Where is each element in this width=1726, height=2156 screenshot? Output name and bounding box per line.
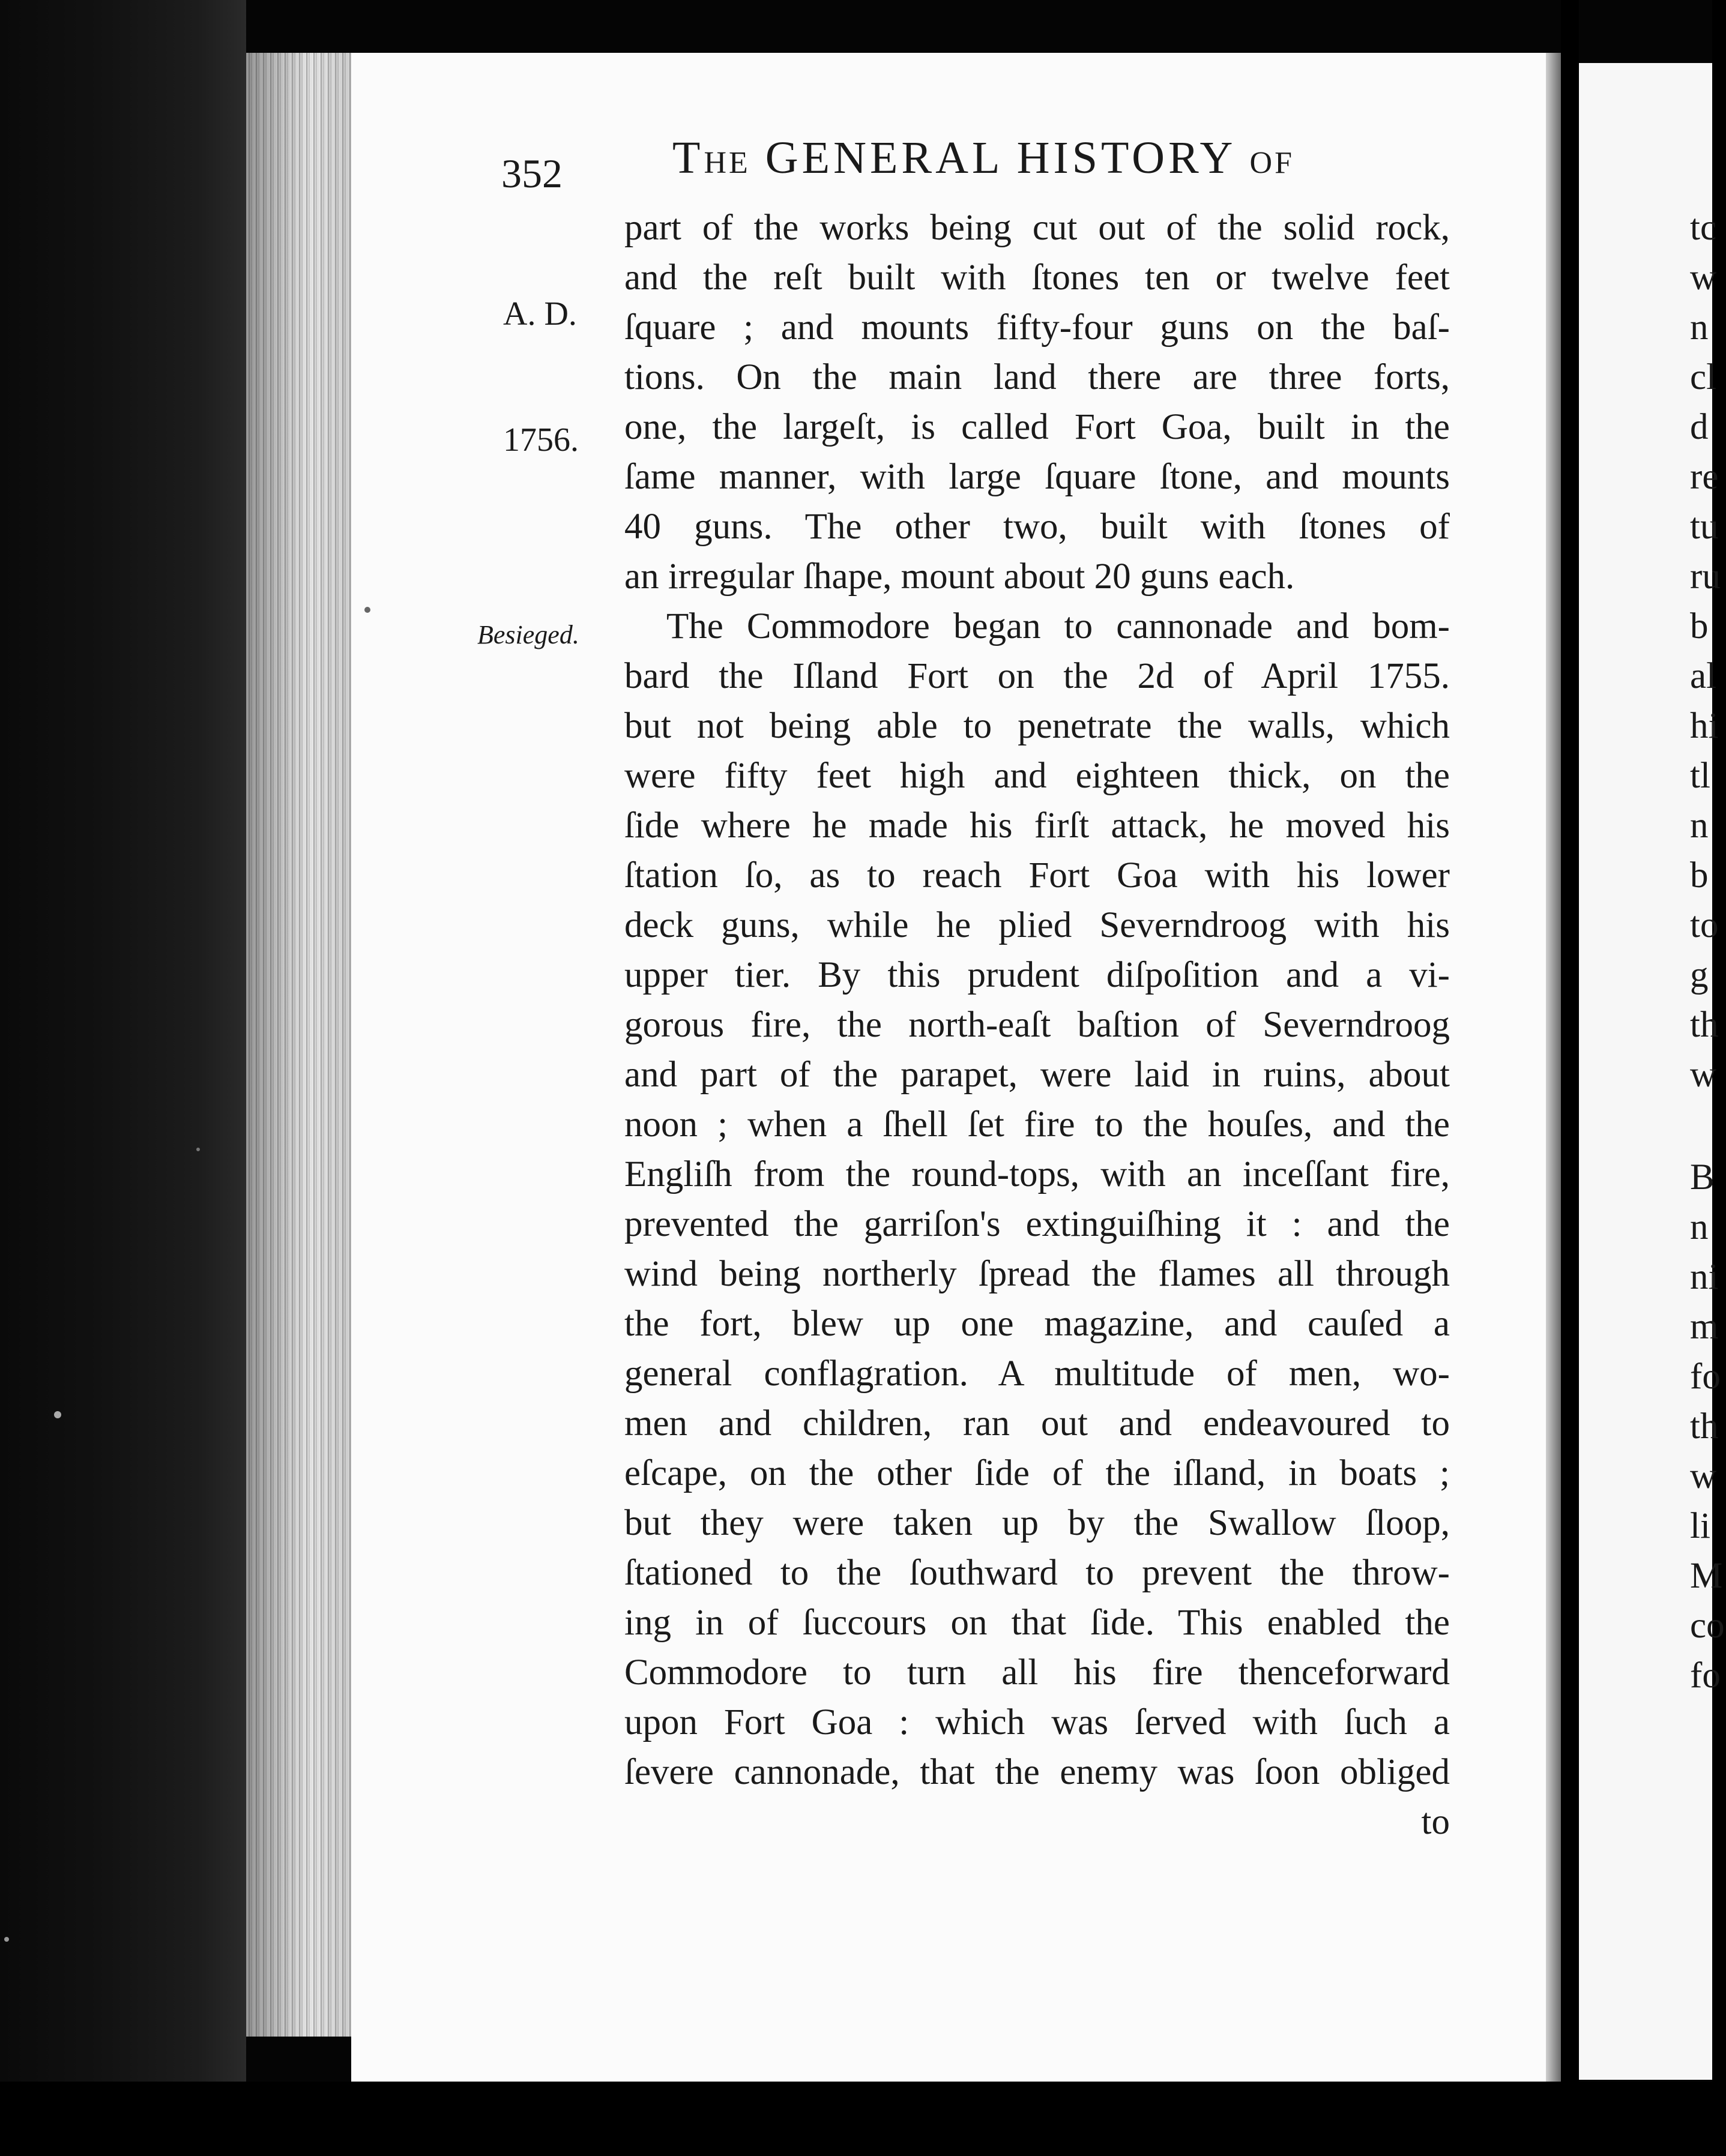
facing-fragment: B: [1690, 1157, 1715, 1197]
body-line: ſame manner, with large ſquare ſtone, and mounts: [624, 457, 1450, 497]
facing-fragment: fo: [1690, 1655, 1721, 1696]
body-line: ſide where he made his firſt attack, he moved his: [624, 805, 1450, 846]
body-line: ing in of ſuccours on that ſide. This enabled the: [624, 1603, 1450, 1643]
facing-fragment: co: [1690, 1606, 1725, 1646]
title-prefix-smallcaps: HE: [704, 146, 750, 180]
facing-fragment: w: [1690, 257, 1717, 298]
title-prefix: T: [672, 133, 704, 183]
body-line: Engliſh from the round-tops, with an inceſſant fire,: [624, 1154, 1450, 1194]
running-title: [672, 135, 1294, 181]
facing-fragment: n: [1690, 805, 1709, 846]
facing-fragment: ru: [1690, 556, 1721, 597]
body-line: one, the largeſt, is called Fort Goa, built in the: [624, 407, 1450, 447]
facing-fragment: w: [1690, 1055, 1717, 1095]
title-suffix-smallcaps: OF: [1249, 146, 1295, 180]
facing-fragment: d: [1690, 407, 1709, 447]
body-line: were fifty feet high and eighteen thick, on the: [624, 756, 1450, 796]
margin-note-besieged: Besieged.: [477, 620, 579, 649]
facing-fragment: hi: [1690, 706, 1719, 746]
facing-fragment: ni: [1690, 1257, 1719, 1297]
body-line: part of the works being cut out of the solid rock,: [624, 208, 1450, 248]
body-line: wind being northerly ſpread the flames all through: [624, 1254, 1450, 1294]
body-line: noon ; when a ſhell ſet fire to the houſes, and the: [624, 1104, 1450, 1145]
body-line: upper tier. By this prudent diſpoſition and a vi-: [624, 955, 1450, 995]
page-edges-shade: [246, 53, 351, 2037]
facing-fragment: g: [1690, 955, 1709, 995]
body-line: bard the Iſland Fort on the 2d of April 1755.: [624, 656, 1450, 696]
facing-fragment: fo: [1690, 1357, 1721, 1397]
facing-fragment: M: [1690, 1556, 1723, 1596]
body-line: The Commodore began to cannonade and bom-: [666, 606, 1450, 646]
body-line: and the reſt built with ſtones ten or twelve feet: [624, 257, 1450, 298]
facing-fragment: th: [1690, 1005, 1719, 1045]
facing-fragment: tu: [1690, 507, 1719, 547]
facing-fragment: n: [1690, 1207, 1709, 1247]
facing-fragment: li: [1690, 1506, 1710, 1546]
margin-year-line1: A. D.: [503, 295, 577, 333]
facing-page-text: [1690, 203, 1726, 1700]
facing-fragment: re: [1690, 457, 1719, 497]
body-line: 40 guns. The other two, built with ſtones of: [624, 507, 1450, 547]
facing-paragraph-gap: [1690, 1100, 1726, 1152]
body-line: ſtation ſo, as to reach Fort Goa with his lower: [624, 855, 1450, 896]
gutter: [1561, 0, 1579, 2156]
body-line: upon Fort Goa : which was ſerved with ſuch a: [624, 1702, 1450, 1742]
body-line: ſtationed to the ſouthward to prevent the throw-: [624, 1553, 1450, 1593]
body-line: prevented the garriſon's extinguiſhing it : and the: [624, 1204, 1450, 1244]
margin-year-line2: 1756.: [503, 421, 579, 459]
page-number: 352: [501, 151, 563, 196]
body-text: [624, 203, 1450, 1847]
facing-fragment: b: [1690, 855, 1709, 896]
facing-fragment: b: [1690, 606, 1709, 646]
page-gutter-shadow: [1546, 53, 1561, 2082]
facing-fragment: tc: [1690, 208, 1717, 248]
body-line: gorous fire, the north-eaſt baſtion of Severndroog: [624, 1005, 1450, 1045]
title-main: GENERAL HISTORY: [765, 133, 1235, 183]
catchword: to: [1421, 1802, 1450, 1842]
facing-fragment: n: [1690, 307, 1709, 348]
facing-fragment: tl: [1690, 756, 1710, 796]
body-line: Commodore to turn all his fire thenceforward: [624, 1652, 1450, 1693]
body-line: deck guns, while he plied Severndroog with his: [624, 905, 1450, 945]
body-line: an irregular ſhape, mount about 20 guns each.: [624, 556, 1295, 597]
body-line: but not being able to penetrate the walls, which: [624, 706, 1450, 746]
book-spine-shadow: [0, 0, 246, 2156]
body-line: ſevere cannonade, that the enemy was ſoon obliged: [624, 1752, 1450, 1792]
body-line: tions. On the main land there are three forts,: [624, 357, 1450, 397]
facing-fragment: w: [1690, 1456, 1717, 1496]
body-line: ſquare ; and mounts fifty-four guns on the baſ-: [624, 307, 1450, 348]
body-line: and part of the parapet, were laid in ruins, about: [624, 1055, 1450, 1095]
body-line: general conflagration. A multitude of men, wo-: [624, 1354, 1450, 1394]
margin-year: [503, 209, 579, 545]
bottom-dark-margin: [0, 2082, 1712, 2156]
body-line: but they were taken up by the Swallow ſloop,: [624, 1503, 1450, 1543]
facing-fragment: m: [1690, 1307, 1719, 1347]
body-line: men and children, ran out and endeavoured to: [624, 1403, 1450, 1444]
facing-fragment: cl: [1690, 357, 1717, 397]
facing-fragment: to: [1690, 905, 1719, 945]
body-line: eſcape, on the other ſide of the iſland, in boats ;: [624, 1453, 1450, 1493]
body-line: the fort, blew up one magazine, and cauſed a: [624, 1304, 1450, 1344]
facing-fragment: th: [1690, 1406, 1719, 1447]
facing-fragment: al: [1690, 656, 1717, 696]
